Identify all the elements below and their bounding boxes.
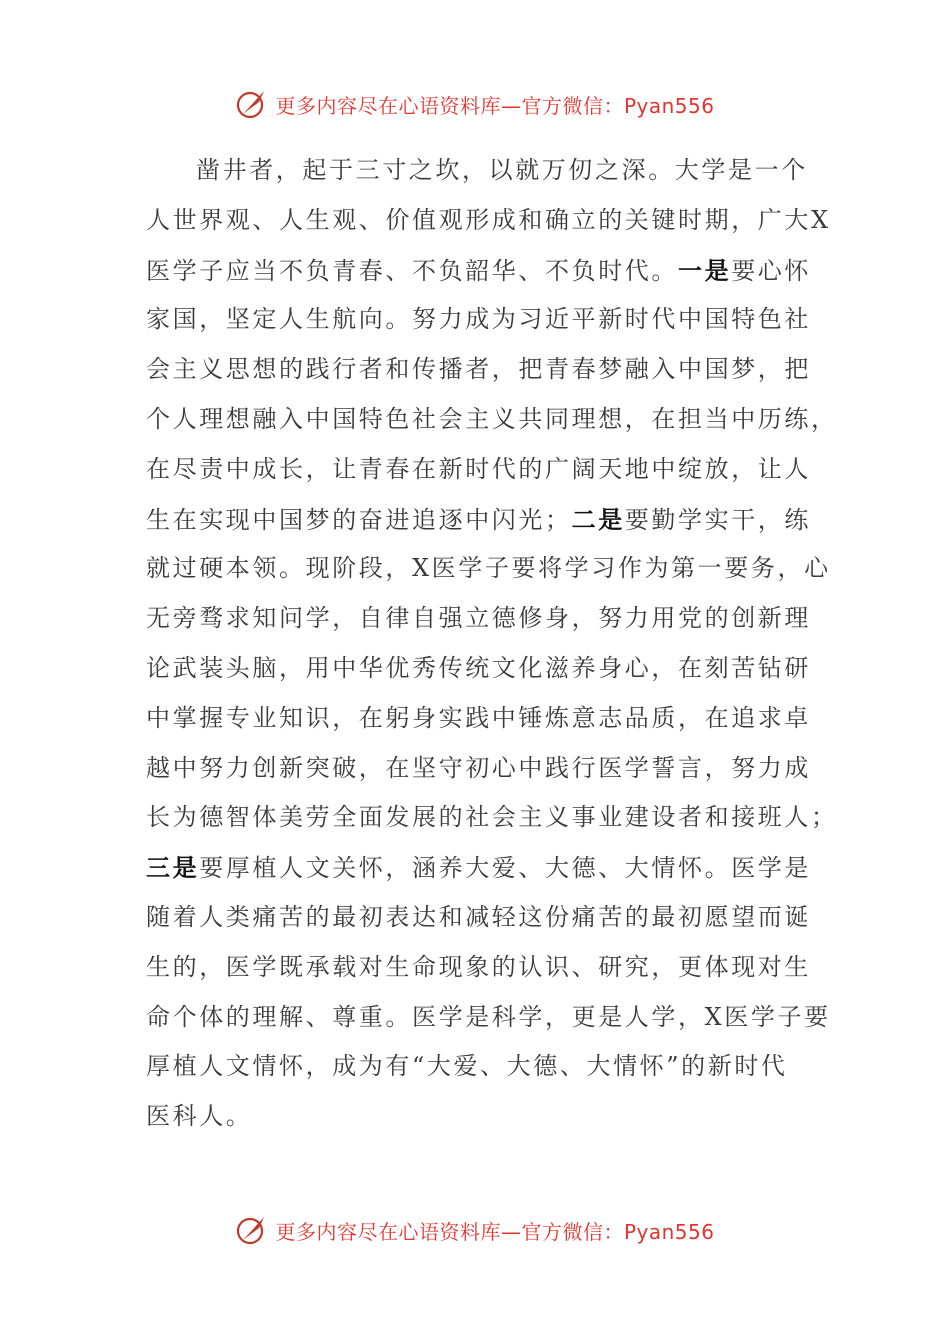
- body-line: 长为德智体美劳全面发展的社会主义事业建设者和接班人；: [146, 803, 838, 832]
- document-body: [146, 146, 838, 1142]
- body-line: 越中努力创新突破，在坚守初心中践行医学誓言，努力成: [146, 753, 811, 782]
- body-line: 无旁骛求知问学，自律自强立德修身，努力用党的创新理: [146, 604, 811, 633]
- body-line: 命个体的理解、尊重。医学是科学，更是人学，X医学子要: [146, 1002, 831, 1031]
- body-line: 医科人。: [146, 1102, 253, 1131]
- body-line: 家国，坚定人生航向。努力成为习近平新时代中国特色社: [146, 305, 811, 334]
- body-line: 随着人类痛苦的最初表达和减轻这份痛苦的最初愿望而诞: [146, 902, 811, 931]
- banner-text: 更多内容尽在心语资料库—官方微信：Pyan556: [275, 93, 715, 118]
- bold-marker: 二是: [571, 504, 625, 534]
- body-line: 论武装头脑，用中华优秀传统文化滋养身心，在刻苦钻研: [146, 653, 811, 682]
- feather-pen-circle-icon: [235, 1213, 269, 1247]
- body-line: 会主义思想的践行者和传播者，把青春梦融入中国梦，把: [146, 355, 811, 384]
- body-line: 中掌握专业知识，在躬身实践中锤炼意志品质，在追求卓: [146, 703, 811, 732]
- body-line: 厚植人文情怀，成为有“大爱、大德、大情怀”的新时代: [146, 1052, 788, 1081]
- body-line: 凿井者，起于三寸之坎，以就万仞之深。大学是一个: [196, 156, 808, 184]
- body-line: 医学子应当不负青春、不负韶华、不负时代。一是要心怀: [146, 255, 812, 285]
- body-line: 三是要厚植人文关怀，涵养大爱、大德、大情怀。医学是: [146, 853, 812, 883]
- bold-marker: 三是: [146, 853, 200, 883]
- body-line: 在尽责中成长，让青春在新时代的广阔天地中绽放，让人: [146, 454, 811, 483]
- body-line: 生的，医学既承载对生命现象的认识、研究，更体现对生: [146, 952, 811, 981]
- body-line: 人世界观、人生观、价值观形成和确立的关键时期，广大X: [146, 205, 831, 234]
- bold-marker: 一是: [678, 255, 732, 285]
- feather-pen-circle-icon: [235, 87, 269, 121]
- banner-text: 更多内容尽在心语资料库—官方微信：Pyan556: [275, 1219, 715, 1244]
- header-banner: [0, 84, 950, 124]
- body-line: 生在实现中国梦的奋进追逐中闪光；二是要勤学实干，练: [146, 504, 812, 534]
- footer-banner: [0, 1210, 950, 1250]
- body-line: 个人理想融入中国特色社会主义共同理想，在担当中历练，: [146, 404, 838, 433]
- body-line: 就过硬本领。现阶段，X医学子要将学习作为第一要务，心: [146, 554, 831, 583]
